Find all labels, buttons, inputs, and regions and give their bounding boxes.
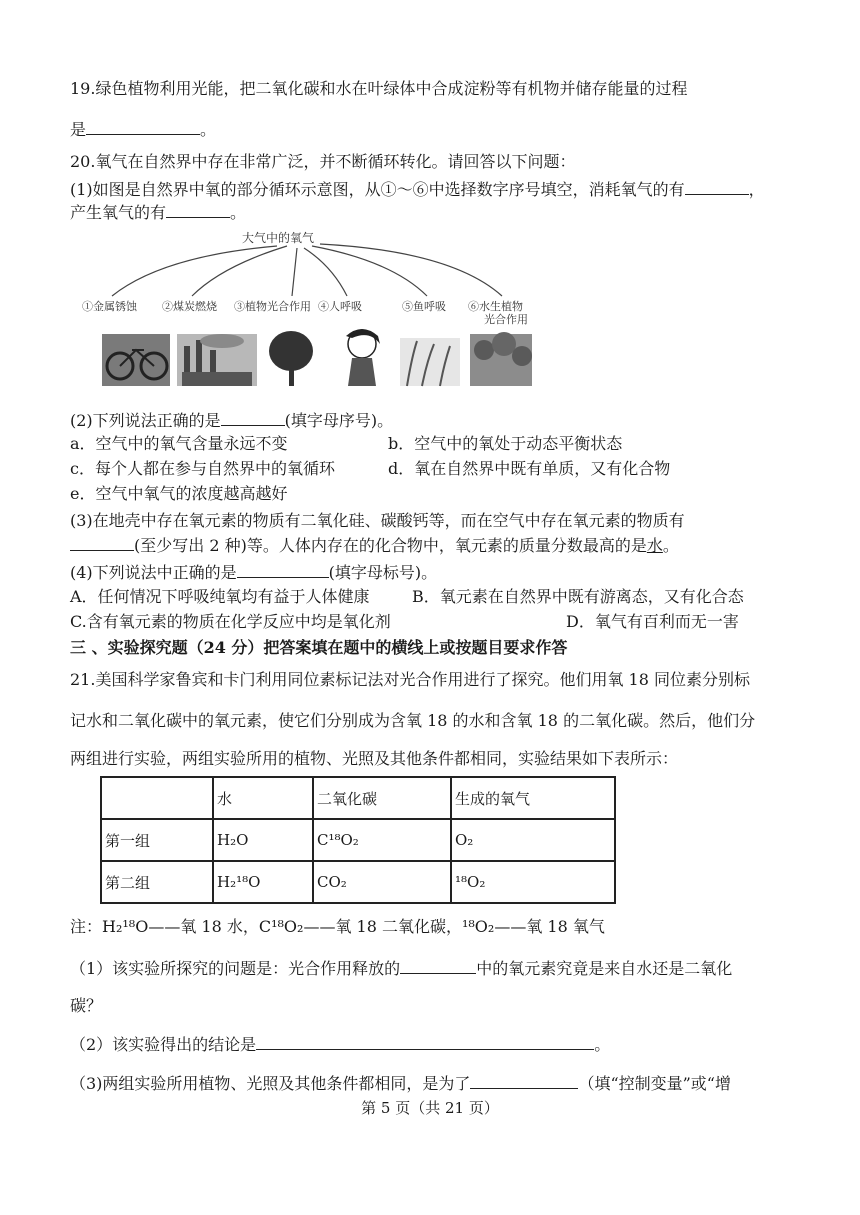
q21-part3-blank[interactable]: [470, 1072, 578, 1089]
q20-option-A: A．任何情况下呼吸纯氧均有益于人体健康: [70, 587, 370, 606]
table-header-row: [101, 777, 615, 819]
figure-item-6: ⑥水生植物: [468, 300, 523, 313]
q20-option-a: a．空气中的氧气含量永远不变: [70, 434, 288, 453]
table-header-cell: [101, 777, 213, 819]
q19-answer-blank[interactable]: [86, 118, 200, 135]
table-cell: C¹⁸O₂: [313, 819, 451, 861]
q21-part3-text: （3)两组实验所用植物、光照及其他条件都相同，是为了: [70, 1074, 471, 1093]
q21-part1-line2: 碳？: [70, 996, 103, 1015]
oxygen-cycle-figure: [72, 226, 542, 396]
q21-line2: 记水和二氧化碳中的氧元素，使它们分别成为含氧 18 的水和含氧 18 的二氧化碳。然后，他们分: [70, 711, 756, 730]
table-cell: ¹⁸O₂: [451, 861, 615, 903]
q21-part2-blank[interactable]: [256, 1033, 594, 1050]
q20-part4-stem: [70, 561, 437, 584]
q21-part2: [70, 1033, 610, 1056]
fish-plants-image: [400, 338, 460, 386]
q20-part4-blank[interactable]: [237, 561, 329, 578]
table-cell: O₂: [451, 819, 615, 861]
q20-part1-text: (1)如图是自然界中氧的部分循环示意图，从①～⑥中选择数字序号填空，消耗氧气的有: [70, 180, 685, 199]
q21-line3: 两组进行实验，两组实验所用的植物、光照及其他条件都相同，实验结果如下表所示：: [70, 749, 679, 768]
q20-consume-blank[interactable]: [685, 178, 749, 195]
table-cell: CO₂: [313, 861, 451, 903]
q20-produce-end: 。: [230, 203, 247, 222]
q20-option-B: B．氧元素在自然界中既有游离态，又有化合态: [412, 587, 744, 606]
table-cell: 第一组: [101, 819, 213, 861]
table-cell: H₂O: [213, 819, 313, 861]
figure-item-6b: 光合作用: [484, 313, 528, 326]
bike-rust-image: [102, 334, 170, 386]
figure-top-label: 大气中的氧气: [242, 231, 315, 245]
q20-part3-answer: 水: [646, 536, 663, 555]
q20-part2-stem: [70, 409, 393, 432]
figure-item-2: ②煤炭燃烧: [162, 300, 217, 313]
section3-heading: 三 、实验探究题（24 分）把答案填在题中的横线上或按题目要求作答: [70, 638, 568, 657]
q21-line1: 21.美国科学家鲁宾和卡门利用同位素标记法对光合作用进行了探究。他们用氧 18 同位素分别标: [70, 670, 750, 689]
coal-factory-image: [177, 334, 257, 386]
aquatic-plants-image: [470, 332, 532, 386]
q19-line2: [70, 118, 216, 141]
q20-produce-label: 产生氧气的有: [70, 203, 167, 222]
q20-part4-text: (4)下列说法中正确的是: [70, 563, 237, 582]
q21-part1-text2: 中的氧元素究竟是来自水还是二氧化: [476, 959, 733, 978]
figure-item-5: ⑤鱼呼吸: [402, 300, 446, 313]
table-cell: H₂¹⁸O: [213, 861, 313, 903]
q20-option-C: C.含有氧元素的物质在化学反应中均是氧化剂: [70, 612, 391, 631]
tree-image: [269, 331, 313, 386]
q20-part3-end: 。: [662, 536, 679, 555]
q20-part3-blank[interactable]: [70, 534, 134, 551]
q20-part3-line1: (3)在地壳中存在氧元素的物质有二氧化硅、碳酸钙等，而在空气中存在氧元素的物质有: [70, 511, 685, 530]
q20-part4-hint: (填字母标号)。: [328, 563, 438, 582]
table-header-cell: 二氧化碳: [313, 777, 451, 819]
q21-part2-text: （2）该实验得出的结论是: [70, 1035, 257, 1054]
q20-part3-line2: [70, 534, 679, 557]
figure-item-4: ④人呼吸: [318, 300, 362, 313]
q20-option-d: d．氧在自然界中既有单质，又有化合物: [388, 459, 671, 478]
table-header-cell: 生成的氧气: [451, 777, 615, 819]
q20-option-e: e．空气中氧气的浓度越高越好: [70, 484, 288, 503]
q21-part1: [70, 957, 732, 980]
q20-part2-blank[interactable]: [221, 409, 285, 426]
q21-part1-blank[interactable]: [400, 957, 476, 974]
q19-line1: 19.绿色植物利用光能，把二氧化碳和水在叶绿体中合成淀粉等有机物并储存能量的过程: [70, 79, 688, 98]
q21-note: 注：H₂¹⁸O——氧 18 水，C¹⁸O₂——氧 18 二氧化碳，¹⁸O₂——氧 18 氧气: [70, 917, 605, 936]
q20-part3-text: (至少写出 2 种)等。人体内存在的化合物中，氧元素的质量分数最高的是: [134, 536, 647, 555]
q21-part2-end: 。: [594, 1035, 611, 1054]
figure-item-3: ③植物光合作用: [234, 300, 311, 313]
page-footer: 第 5 页（共 21 页）: [361, 1099, 499, 1117]
q19-suffix: 。: [200, 120, 217, 139]
figure-arrows: [112, 244, 502, 296]
table-row: [101, 819, 615, 861]
q20-part1-line2: [70, 201, 246, 224]
q19-prefix: 是: [70, 120, 87, 139]
q20-produce-blank[interactable]: [166, 201, 230, 218]
q20-intro: 20.氧气在自然界中存在非常广泛，并不断循环转化。请回答以下问题：: [70, 152, 576, 171]
table-cell: 第二组: [101, 861, 213, 903]
q21-part1-text: （1）该实验所探究的问题是：光合作用释放的: [70, 959, 401, 978]
q20-option-c: c．每个人都在参与自然界中的氧循环: [70, 459, 335, 478]
q21-part3-hint: （填“控制变量”或“增: [578, 1074, 731, 1093]
table-row: [101, 861, 615, 903]
q20-option-D: D．氧气有百利而无一害: [566, 612, 739, 631]
q20-part2-text: (2)下列说法正确的是: [70, 411, 221, 430]
q20-part1-comma: ，: [748, 180, 765, 199]
q21-part3: [70, 1072, 731, 1095]
figure-item-1: ①金属锈蚀: [82, 300, 137, 313]
table-header-cell: 水: [213, 777, 313, 819]
experiment-table: [100, 776, 616, 904]
q20-part1-line1: [70, 178, 765, 201]
girl-breathing-image: [346, 329, 380, 386]
q20-option-b: b．空气中的氧处于动态平衡状态: [388, 434, 623, 453]
q20-part2-hint: (填字母序号)。: [284, 411, 394, 430]
